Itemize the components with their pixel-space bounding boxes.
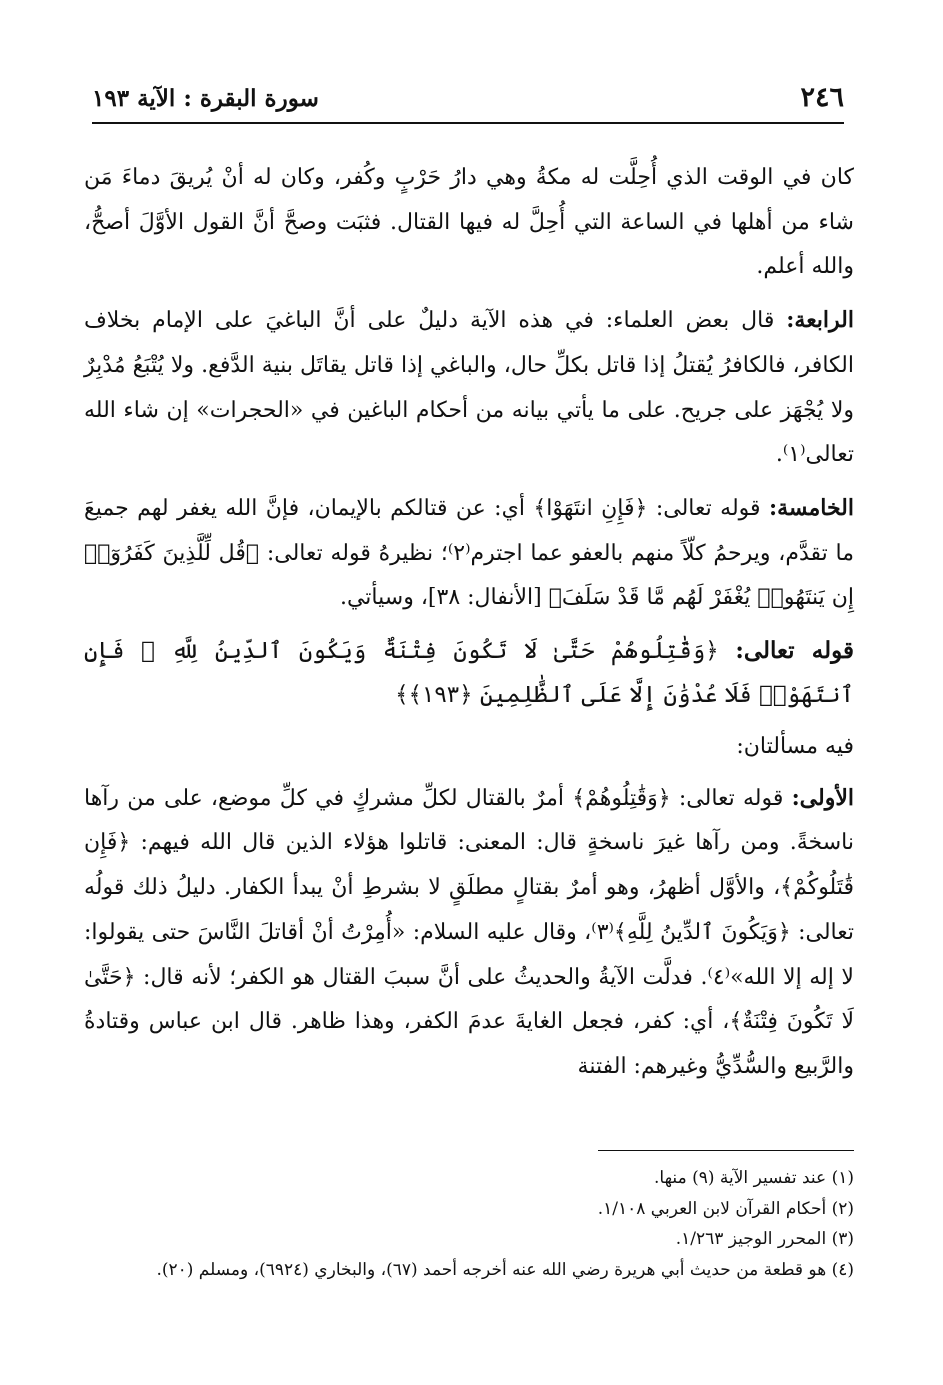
footnotes — [84, 1163, 854, 1285]
page-number: ٢٤٦ — [800, 82, 844, 113]
paragraph-text: قوله تعالى: ﴿فَإِنِ انتَهَوْا﴾ أي: عن قتالكم بالإيمان، فإنَّ الله يغفر لهم جميعَ ما تقدَّم، ويرحمُ كلّاً منهم بالعفو عما اجترم⁽٢⁾؛ نظيرهُ قوله تعالى: ﴿قُل لِّلَّذِينَ كَفَرُوٓا۟ إِن يَنتَهُوا۟ يُغْفَرْ لَهُم مَّا قَدْ سَلَفَ﴾ [الأنفال: ٣٨]، وسيأتي. — [84, 495, 854, 611]
footnote-item: (٣) المحرر الوجيز ١/٢٦٣. — [675, 1229, 854, 1249]
footnote-item: (٢) أحكام القرآن لابن العربي ١/١٠٨. — [597, 1198, 854, 1219]
verse-text: ﴿وَقَٰتِلُوهُمْ حَتَّىٰ لَا تَكُونَ فِتْنَةٌ وَيَكُونَ ٱلدِّينُ لِلَّهِ ۖ فَإِنِ ٱنتَهَوْا۟ فَلَا عُدْوَٰنَ إِلَّا عَلَى ٱلظَّٰلِمِينَ ﴿١٩٣﴾﴾ — [84, 638, 854, 709]
paragraph-fifth-issue — [84, 486, 854, 621]
paragraph-lead: الرابعة: — [786, 307, 854, 334]
verse-heading — [84, 629, 854, 717]
body-text — [84, 156, 854, 1098]
header-title: سورة البقرة : الآية ١٩٣ — [92, 85, 319, 112]
footnote-item: (٤) هو قطعة من حديث أبي هريرة رضي الله عنه أخرجه أحمد (٦٧)، والبخاري (٦٩٢٤)، ومسلم (٢٠). — [156, 1259, 854, 1280]
paragraph-text: كان في الوقت الذي أُحِلَّت له مكةُ وهي دارُ حَرْبٍ وكُفر، وكان له أنْ يُريقَ دماءَ مَن شاء من أهلها في الساعة التي أُحِلَّ له فيها القتال. فثبَت وصحَّ أنَّ القول الأوَّلَ أصحُّ، والله أعلم. — [84, 165, 854, 280]
footnote-item: (١) عند تفسير الآية (٩) منها. — [654, 1168, 854, 1188]
paragraph-text: قوله تعالى: ﴿وَقَٰتِلُوهُمْ﴾ أمرٌ بالقتال لكلِّ مشركٍ في كلِّ موضع، على من رآها ناسخةً. ومن رآها غيرَ ناسخةٍ قال: المعنى: قاتلوا هؤلاء الذين قال الله فيهم: ﴿فَإِن قَٰتَلُوكُمْ﴾، والأوَّل أظهرُ، وهو أمرٌ بقتالٍ مطلَقٍ لا بشرطِ أنْ يبدأ الكفار. دليلُ ذلك قولُه تعالى: ﴿وَيَكُونَ ٱلدِّينُ لِلَّهِ﴾⁽٣⁾، وقال عليه السلام: «أُمِرْتُ أنْ أقاتلَ النَّاسَ حتى يقولوا: لا إله إلا الله»⁽٤⁾. فدلَّت الآيةُ والحديثُ على أنَّ سببَ القتال هو الكفر؛ لأنه قال: ﴿حَتَّىٰ لَا تَكُونَ فِتْنَةٌ﴾، أي: كفر، فجعل الغايةَ عدمَ الكفر، وهذا ظاهر. قال ابن عباس وقتادةُ والرَّبيع والسُّدِّيُّ وغيرهم: الفتنة — [84, 785, 854, 1079]
paragraph-first-question — [84, 776, 854, 1090]
verse-lead: قوله تعالى: — [735, 637, 854, 665]
paragraph-text: قال بعض العلماء: في هذه الآية دليلٌ على أنَّ الباغيَ على الإمام بخلاف الكافر، فالكافرُ يُقتلُ إذا قاتل بكلِّ حال، والباغي إذا قاتل يقاتَل بنية الدَّفع. ولا يُتْبَعُ مُدْبِرٌ ولا يُجْهَز على جريح. على ما يأتي بيانه من أحكام الباغين في «الحجرات» إن شاء الله تعالى⁽١⁾. — [84, 308, 854, 468]
paragraph-fourth-issue — [84, 298, 854, 478]
paragraph-continuation — [84, 156, 854, 290]
paragraph-lead: الأولى: — [791, 784, 855, 811]
questions-intro: فيه مسألتان: — [736, 734, 854, 760]
running-header — [92, 78, 844, 124]
footnote-divider — [598, 1150, 854, 1151]
paragraph-lead: الخامسة: — [768, 494, 854, 521]
